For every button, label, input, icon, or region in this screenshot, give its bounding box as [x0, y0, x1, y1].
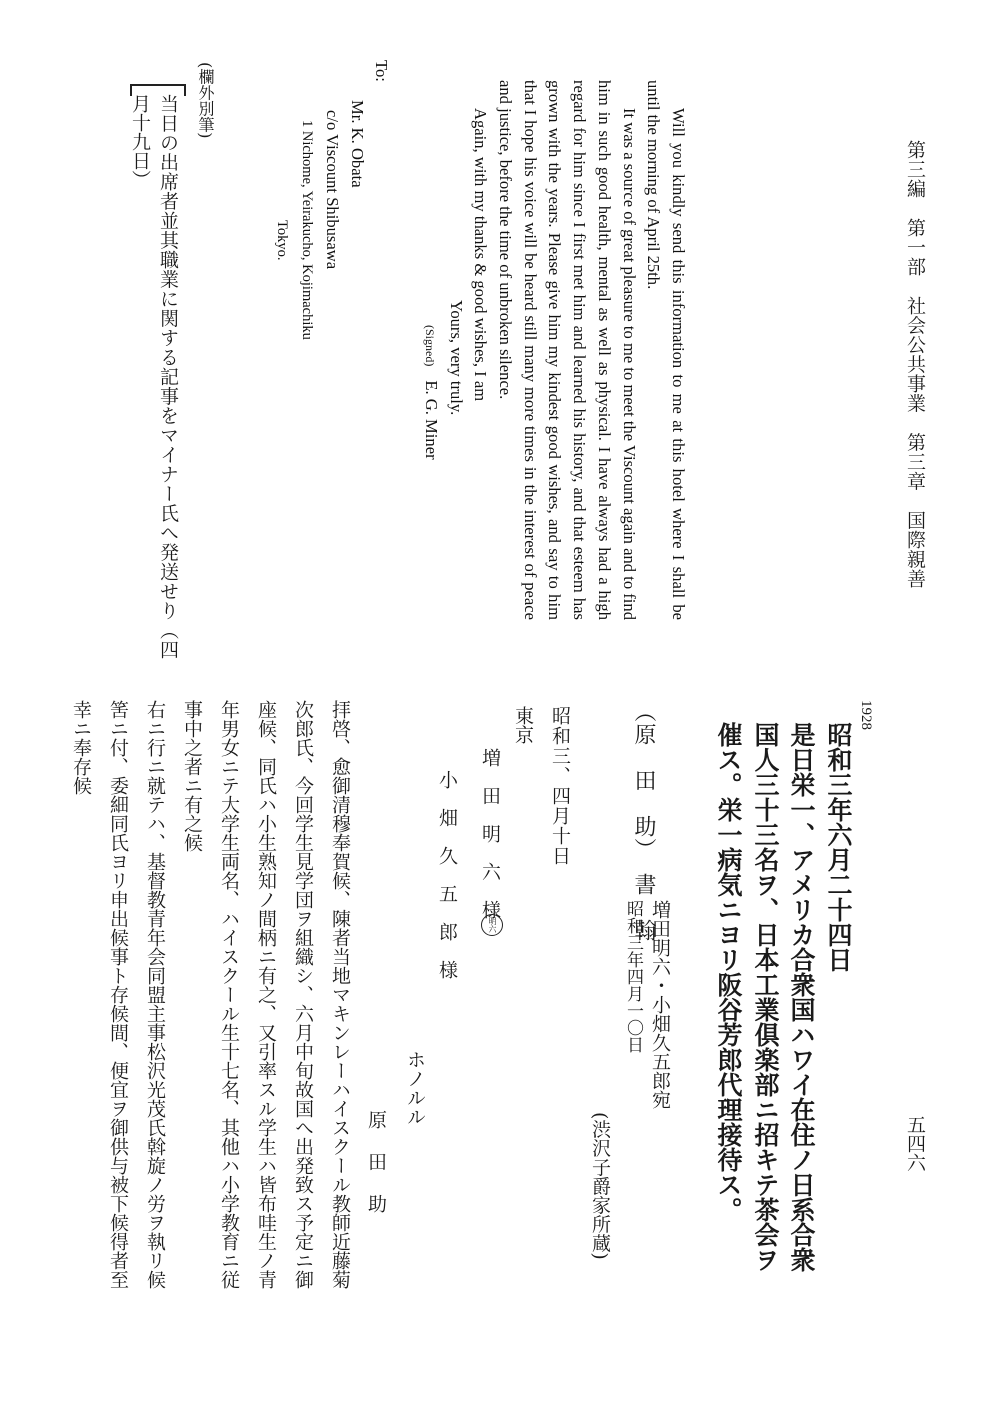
letter-address-3: 1 Nichome, Yeirakucho, Kojimachiku [299, 120, 316, 340]
letter-paragraph-1: Will you kindly send this information to me at this hotel where I shall be until the morning of April 25th. [644, 80, 688, 620]
jp-recipient-seal [481, 914, 503, 936]
jp-sender-name: 原 田 助 [365, 1110, 387, 1215]
letter-paragraph-2: It was a source of great pleasure to me to meet the Viscount again and to find him in such good health, mental as well as physical. I have always had a high regard for him since I first met him and learned his history, and that esteem has grown with the years. Please give him my kindest good wishes, and say to him that I hope his voice will be heard still many more times in the interest of peace and justice, before the time of unbroken silence. [496, 80, 639, 621]
entry-body-2: 国人三十三名ヲ、日本工業倶楽部ニ招キテ茶会ヲ [751, 722, 780, 1272]
page-number: 五四六 [904, 1115, 926, 1172]
marginal-note-label: (欄外別筆) [196, 62, 215, 139]
document-subtitle-1: 増田明六・小畑久五郎宛 [649, 900, 671, 1109]
jp-body-3: 座候、同氏ハ小生熟知ノ間柄ニ有之、又引率スル学生ハ皆布哇生ノ青 [255, 700, 277, 1289]
document-subtitle-2: 昭和三年四月一〇日 [623, 900, 643, 1053]
jp-body-6: 右ニ行ニ就テハ、基督教青年会同盟主事松沢光茂氏斡旋ノ労ヲ執リ候 [144, 700, 166, 1289]
marginal-note-line-1: 当日の出席者並其職業に関する記事をマイナー氏へ発送せり（四 [157, 94, 179, 660]
marginal-note-line-2: 月十九日） [129, 94, 151, 189]
jp-body-7: 筈ニ付、委細同氏ヨリ申出候事ト存候間、便宜ヲ御供与被下候得者至 [107, 700, 129, 1289]
entry-date: 昭和三年六月二十四日 [824, 722, 853, 972]
letter-signature: E. G. Miner [421, 380, 441, 460]
jp-sender-place: ホノルル [404, 1050, 426, 1126]
signed-note: (Signed) [422, 325, 437, 367]
letter-paragraph-3: Again, with my thanks & good wishes, I am [471, 108, 491, 402]
jp-body-5: 事中之者ニ有之候 [181, 700, 203, 852]
source-note: (渋沢子爵家所蔵) [589, 1112, 611, 1260]
jp-body-2: 次郎氏、今回学生見学団ヲ組織シ、六月中旬故国へ出発致ス予定ニ御 [292, 700, 314, 1289]
jp-body-4: 年男女ニテ大学生両名、ハイスクール生十七名、其他ハ小学教育ニ従 [218, 700, 240, 1289]
jp-recipient-2: 小 畑 久 五 郎 様 [436, 770, 458, 979]
jp-letter-date: 昭和三、四月十日 [549, 706, 571, 866]
entry-body-3: 催ス。栄一病気ニヨリ阪谷芳郎代理接待ス。 [714, 722, 743, 1222]
document-title: （原 田 助） 書 翰 [631, 700, 656, 942]
letter-to-label: To: [372, 60, 392, 82]
running-title: 第三編 第一部 社会公共事業 第三章 国際親善 [904, 140, 926, 589]
jp-body-8: 幸ニ奉存候 [70, 700, 92, 795]
entry-body-1: 是日栄一、アメリカ合衆国ハワイ在住ノ日系合衆 [787, 722, 816, 1272]
entry-year-en: 1928 [858, 700, 874, 730]
english-letter [220, 60, 690, 621]
letter-address-1: Mr. K. Obata [347, 100, 367, 188]
jp-recipient-1: 増 田 明 六 様 [479, 748, 501, 919]
letter-closing: Yours, very truly. [446, 300, 466, 416]
jp-body-1: 拝啓、愈御清穆奉賀候、陳者当地マキンレーハイスクール教師近藤菊 [329, 700, 351, 1289]
letter-address-4: Tokyo. [274, 220, 291, 261]
letter-signature-line [417, 80, 443, 620]
seal-text: 明六 [488, 917, 497, 933]
letter-address-2: c/o Viscount Shibusawa [322, 110, 342, 270]
jp-recipient-place: 東京 [512, 706, 534, 744]
